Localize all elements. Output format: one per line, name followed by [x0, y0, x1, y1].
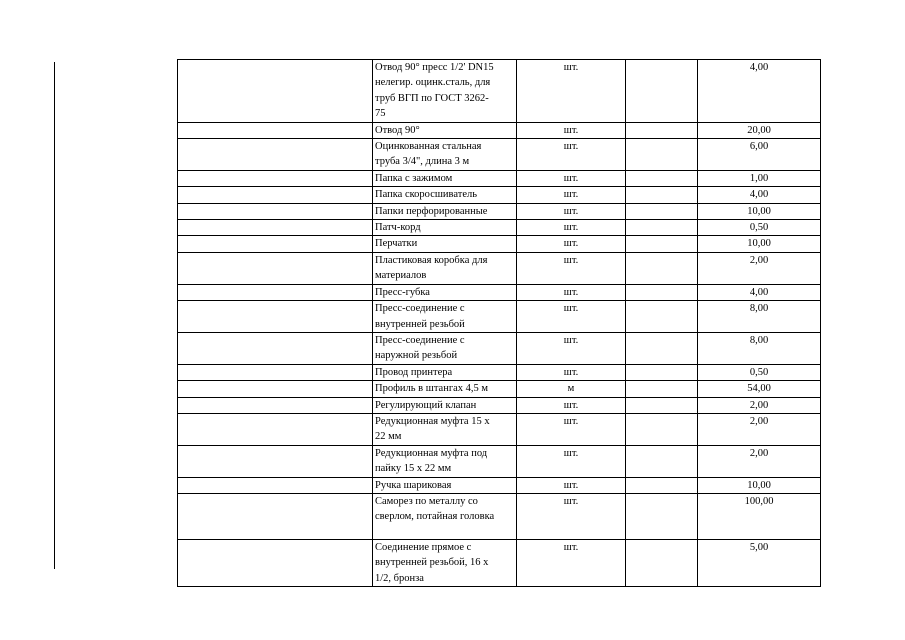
item-name: Папка скоросшиватель [373, 187, 517, 203]
materials-table [177, 59, 821, 587]
item-unit: шт. [517, 332, 626, 364]
table-row [178, 252, 821, 284]
empty-cell [178, 477, 373, 493]
item-unit: шт. [517, 284, 626, 300]
item-quantity: 8,00 [698, 332, 821, 364]
item-quantity: 2,00 [698, 445, 821, 477]
table-row [178, 301, 821, 333]
empty-cell [178, 301, 373, 333]
empty-cell [626, 60, 698, 123]
item-unit: шт. [517, 203, 626, 219]
empty-cell [626, 493, 698, 539]
item-name: Патч-корд [373, 220, 517, 236]
page-margin-line [54, 62, 55, 569]
item-quantity: 0,50 [698, 364, 821, 380]
item-name: Редукционная муфта 15 х 22 мм [373, 413, 517, 445]
item-name: Провод принтера [373, 364, 517, 380]
table-row [178, 364, 821, 380]
item-unit: шт. [517, 364, 626, 380]
empty-cell [178, 252, 373, 284]
item-name: Папки перфорированные [373, 203, 517, 219]
table-row [178, 203, 821, 219]
item-unit: шт. [517, 60, 626, 123]
item-quantity: 6,00 [698, 139, 821, 171]
item-unit: шт. [517, 301, 626, 333]
table-row [178, 397, 821, 413]
empty-cell [178, 170, 373, 186]
table-row [178, 220, 821, 236]
empty-cell [178, 187, 373, 203]
item-quantity: 2,00 [698, 413, 821, 445]
empty-cell [626, 122, 698, 138]
empty-cell [626, 381, 698, 397]
table-row [178, 284, 821, 300]
item-unit: шт. [517, 252, 626, 284]
empty-cell [626, 139, 698, 171]
item-name: Пресс-соединение с внутренней резьбой [373, 301, 517, 333]
empty-cell [178, 139, 373, 171]
item-quantity: 10,00 [698, 203, 821, 219]
item-unit: шт. [517, 477, 626, 493]
item-name: Отвод 90° [373, 122, 517, 138]
item-quantity: 4,00 [698, 284, 821, 300]
item-name: Соединение прямое с внутренней резьбой, 16 х 1/2, бронза [373, 539, 517, 586]
item-quantity: 2,00 [698, 252, 821, 284]
empty-cell [626, 332, 698, 364]
empty-cell [178, 381, 373, 397]
table-row [178, 236, 821, 252]
empty-cell [178, 364, 373, 380]
table-row [178, 413, 821, 445]
item-quantity: 54,00 [698, 381, 821, 397]
empty-cell [626, 284, 698, 300]
item-unit: шт. [517, 187, 626, 203]
table-row [178, 139, 821, 171]
empty-cell [178, 445, 373, 477]
empty-cell [178, 493, 373, 539]
empty-cell [626, 477, 698, 493]
empty-cell [626, 539, 698, 586]
item-quantity: 10,00 [698, 477, 821, 493]
empty-cell [178, 413, 373, 445]
table-row [178, 477, 821, 493]
empty-cell [626, 445, 698, 477]
item-quantity: 10,00 [698, 236, 821, 252]
table-row [178, 60, 821, 123]
item-quantity: 4,00 [698, 187, 821, 203]
empty-cell [178, 397, 373, 413]
empty-cell [178, 60, 373, 123]
item-name: Регулирующий клапан [373, 397, 517, 413]
empty-cell [626, 187, 698, 203]
item-unit: шт. [517, 220, 626, 236]
empty-cell [178, 539, 373, 586]
item-name: Отвод 90° пресс 1/2' DN15 нелегир. оцинк.сталь, для труб ВГП по ГОСТ 3262- 75 [373, 60, 517, 123]
table-row [178, 332, 821, 364]
table-row [178, 187, 821, 203]
empty-cell [178, 203, 373, 219]
item-quantity: 20,00 [698, 122, 821, 138]
empty-cell [626, 397, 698, 413]
item-quantity: 4,00 [698, 60, 821, 123]
item-unit: шт. [517, 539, 626, 586]
item-unit: шт. [517, 236, 626, 252]
item-quantity: 8,00 [698, 301, 821, 333]
table-row [178, 170, 821, 186]
item-unit: шт. [517, 170, 626, 186]
empty-cell [626, 364, 698, 380]
empty-cell [178, 122, 373, 138]
item-unit: шт. [517, 397, 626, 413]
item-name: Профиль в штангах 4,5 м [373, 381, 517, 397]
item-unit: шт. [517, 122, 626, 138]
empty-cell [626, 170, 698, 186]
table-row [178, 445, 821, 477]
item-name: Перчатки [373, 236, 517, 252]
item-unit: шт. [517, 413, 626, 445]
item-name: Папка с зажимом [373, 170, 517, 186]
item-unit: м [517, 381, 626, 397]
item-quantity: 100,00 [698, 493, 821, 539]
empty-cell [178, 236, 373, 252]
item-name: Пластиковая коробка для материалов [373, 252, 517, 284]
item-name: Пресс-губка [373, 284, 517, 300]
table-row [178, 122, 821, 138]
empty-cell [626, 252, 698, 284]
item-quantity: 2,00 [698, 397, 821, 413]
table-row [178, 381, 821, 397]
empty-cell [626, 220, 698, 236]
item-name: Ручка шариковая [373, 477, 517, 493]
empty-cell [178, 332, 373, 364]
table-row [178, 539, 821, 586]
empty-cell [626, 236, 698, 252]
item-unit: шт. [517, 139, 626, 171]
empty-cell [626, 203, 698, 219]
item-name: Редукционная муфта под пайку 15 х 22 мм [373, 445, 517, 477]
item-unit: шт. [517, 445, 626, 477]
item-quantity: 5,00 [698, 539, 821, 586]
item-name: Оцинкованная стальная труба 3/4", длина 3 м [373, 139, 517, 171]
empty-cell [178, 220, 373, 236]
empty-cell [626, 301, 698, 333]
empty-cell [178, 284, 373, 300]
item-name: Саморез по металлу со сверлом, потайная головка [373, 493, 517, 539]
table-row [178, 493, 821, 539]
empty-cell [626, 413, 698, 445]
item-unit: шт. [517, 493, 626, 539]
item-quantity: 0,50 [698, 220, 821, 236]
item-quantity: 1,00 [698, 170, 821, 186]
item-name: Пресс-соединение с наружной резьбой [373, 332, 517, 364]
